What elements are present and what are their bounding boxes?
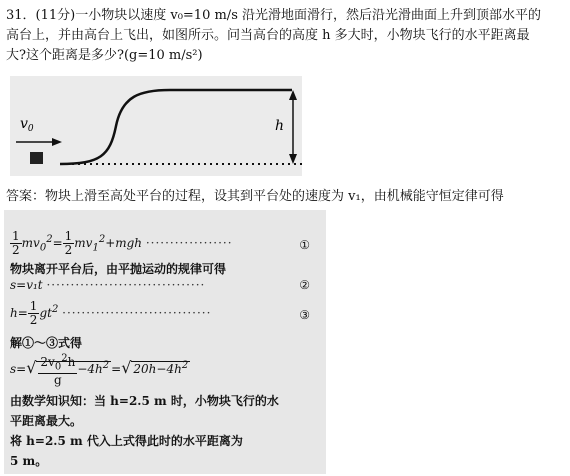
eq1-tag: ① xyxy=(299,238,310,252)
solution-text-1: 物块离开平台后，由平抛运动的规律可得 xyxy=(10,262,227,276)
problem-figure xyxy=(10,76,302,176)
solution-text-3: 由数学知识知：当 h=2.5 m 时，小物块飞行的水 xyxy=(10,394,279,408)
question-line-3: 大?这个距离是多少?(g=10 m/s²) xyxy=(6,48,203,63)
solution-text-4: 平距离最大。 xyxy=(10,414,83,428)
v0-label: $v_0$ xyxy=(20,116,34,134)
slope-diagram xyxy=(10,76,302,176)
arrow-head-icon xyxy=(52,138,62,146)
question-line-2: 高台上，并由高台上飞出，如图所示。问当高台的高度 h 多大时，小物块飞行的水平距离最 xyxy=(6,28,530,43)
block xyxy=(30,152,43,164)
solution-text-6: 5 m。 xyxy=(10,454,48,468)
h-label: h xyxy=(275,118,285,134)
equation-4: s=√ $\frac{2v_0^2h}{g}$ $-4h^2$ =√ $20h-4h^2$ xyxy=(10,353,189,388)
solution-scan xyxy=(4,210,326,474)
eq3-tag: ③ xyxy=(299,308,310,322)
question-line-1: 31．(11分)一小物块以速度 v₀=10 m/s 沿光滑地面滑行，然后沿光滑曲面上升到顶部水平的 xyxy=(6,8,541,23)
solution-text-5: 将 h=2.5 m 代入上式得此时的水平距离为 xyxy=(10,434,243,448)
equation-1: $\frac{1}{2}$ $mv_0^2=$ $\frac{1}{2}$ $mv_1^2+mgh$ ·················· ① xyxy=(12,229,310,257)
eq2-tag: ② xyxy=(299,278,310,292)
equation-2: s=v₁t ································· ② xyxy=(10,278,310,292)
curved-ramp xyxy=(60,90,292,164)
arrow-up-icon xyxy=(289,90,297,100)
solution-text-2: 解①～③式得 xyxy=(10,336,83,350)
answer-intro: 答案：物块上滑至高处平台的过程，设其到平台处的速度为 v₁，由机械能守恒定律可得 xyxy=(6,189,504,204)
eq2-text: s=v₁t xyxy=(10,278,43,292)
arrow-down-icon xyxy=(289,154,297,164)
question-text xyxy=(6,6,562,66)
equation-3: h= $\frac{1}{2}$ $gt^2$ ······························· ③ xyxy=(10,299,310,327)
